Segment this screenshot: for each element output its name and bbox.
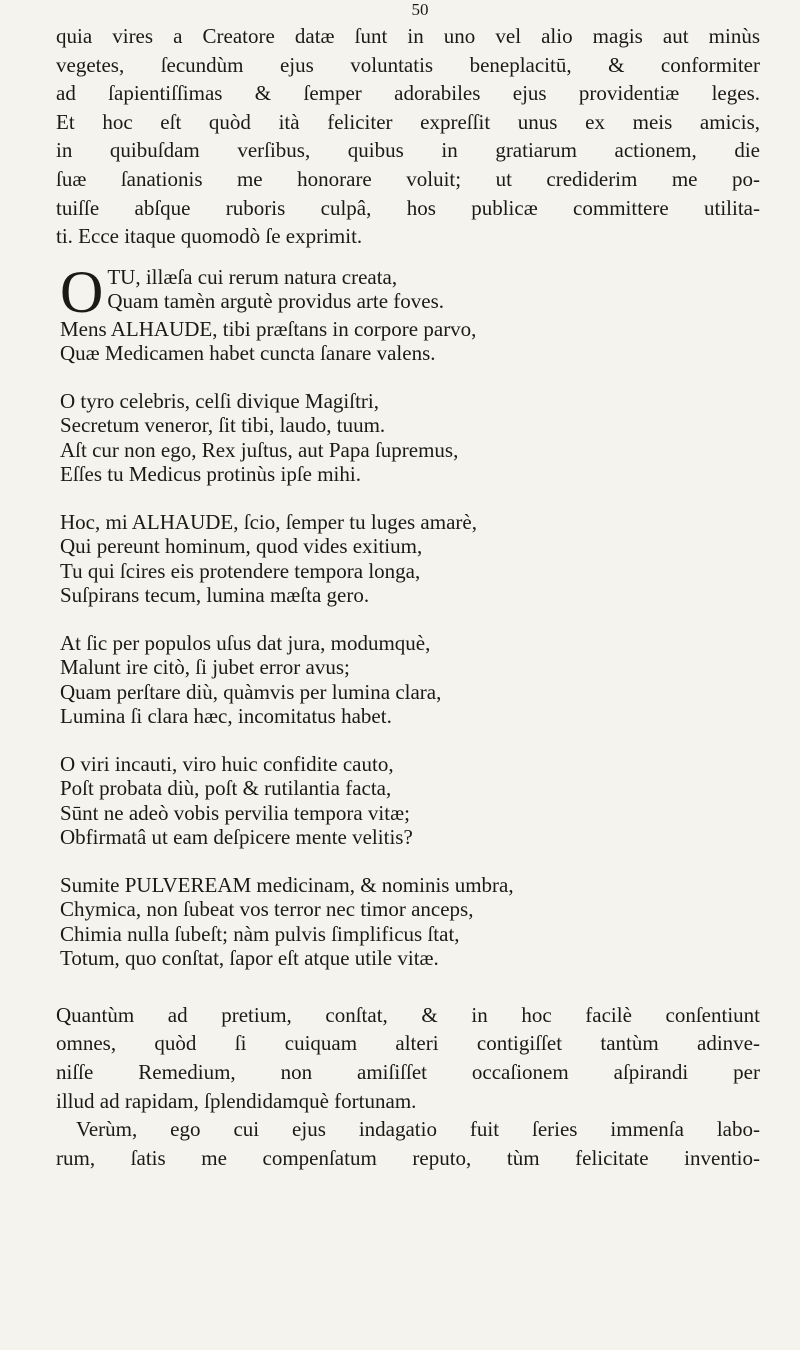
verse-line: Sumite PULVEREAM medicinam, & nominis umbra, [60, 872, 514, 897]
intro-line: ti. Ecce itaque quomodò ſe exprimit. [56, 224, 363, 249]
verse-line: TU, illæſa cui rerum natura creata, [107, 264, 398, 289]
verse-line: O tyro celebris, celſi divique Magiſtri, [60, 388, 379, 413]
verse-line: Secretum veneror, ſit tibi, laudo, tuum. [60, 413, 386, 438]
verse-line: Tu qui ſcires eis protendere tempora longa, [60, 558, 421, 583]
page-number: 50 [411, 0, 429, 19]
verse-line: Aſt cur non ego, Rex juſtus, aut Papa ſupremus, [60, 437, 459, 462]
outro-line: illud ad rapidam, ſplendidamquè fortunam. [56, 1088, 417, 1113]
intro-line: ad ſapientiſſimas & ſemper adorabiles ejus providentiæ leges. [56, 81, 760, 106]
poem [56, 258, 760, 971]
intro-line: tuiſſe abſque ruboris culpâ, hos publicæ committere utilita- [56, 195, 760, 220]
verse-line: Qui pereunt hominum, quod vides exitium, [60, 534, 423, 559]
verse-line: Chymica, non ſubeat vos terror nec timor anceps, [60, 897, 474, 922]
poem-stanza [60, 258, 760, 366]
poem-stanza [60, 631, 760, 729]
verse-line: Chimia nulla ſubeſt; nàm pulvis ſimplificus ſtat, [60, 921, 460, 946]
verse-line: Quam perſtare diù, quàmvis per lumina clara, [60, 679, 442, 704]
outro-paragraph [56, 1001, 760, 1173]
outro-line: Verùm, ego cui ejus indagatio fuit ſeries immenſa labo- [76, 1117, 760, 1142]
verse-line: Obfirmatâ ut eam deſpicere mente velitis? [60, 825, 413, 850]
intro-line: in quibuſdam verſibus, quibus in gratiarum actionem, die [56, 138, 760, 163]
verse-line: Totum, quo conſtat, ſapor eſt atque utile vitæ. [60, 946, 439, 971]
outro-line: niſſe Remedium, non amiſiſſet occaſionem aſpirandi per [56, 1059, 760, 1084]
verse-line: Poſt probata diù, poſt & rutilantia facta, [60, 776, 392, 801]
intro-paragraph [56, 22, 760, 251]
intro-line: ſuæ ſanationis me honorare voluit; ut crediderim me po- [56, 166, 760, 191]
poem-stanza [60, 389, 760, 487]
verse-line: Quæ Medicamen habet cuncta ſanare valens. [60, 341, 436, 366]
verse-line: Sūnt ne adeò vobis pervilia tempora vitæ; [60, 800, 410, 825]
intro-line: Et hoc eſt quòd ità feliciter expreſſit unus ex meis amicis, [56, 109, 760, 134]
intro-line: quia vires a Creatore datæ ſunt in uno vel alio magis aut minùs [56, 24, 760, 48]
drop-cap: O [60, 258, 104, 325]
intro-line: vegetes, ſecundùm ejus voluntatis beneplacitū, & conformiter [56, 52, 760, 77]
verse-line: O viri incauti, viro huic confidite cauto, [60, 751, 394, 776]
outro-line: Quantùm ad pretium, conſtat, & in hoc facilè conſentiunt [56, 1002, 760, 1027]
verse-line: Hoc, mi ALHAUDE, ſcio, ſemper tu luges amarè, [60, 509, 477, 534]
poem-stanza [60, 510, 760, 608]
verse-line: Eſſes tu Medicus protinùs ipſe mihi. [60, 462, 361, 487]
verse-line: Mens ALHAUDE, tibi præſtans in corpore parvo, [60, 316, 477, 341]
outro-line: rum, ſatis me compenſatum reputo, tùm felicitate inventio- [56, 1145, 760, 1170]
verse-line: Malunt ire citò, ſi jubet error avus; [60, 655, 350, 680]
verse-line: At ſic per populos uſus dat jura, modumquè, [60, 630, 431, 655]
verse-line: Quam tamèn argutè providus arte foves. [107, 289, 445, 314]
outro-line: omnes, quòd ſi cuiquam alteri contigiſſet tantùm adinve- [56, 1031, 760, 1056]
poem-stanza [60, 752, 760, 850]
poem-stanza [60, 873, 760, 971]
verse-line: Suſpirans tecum, lumina mæſta gero. [60, 583, 370, 608]
verse-line: Lumina ſi clara hæc, incomitatus habet. [60, 704, 392, 729]
